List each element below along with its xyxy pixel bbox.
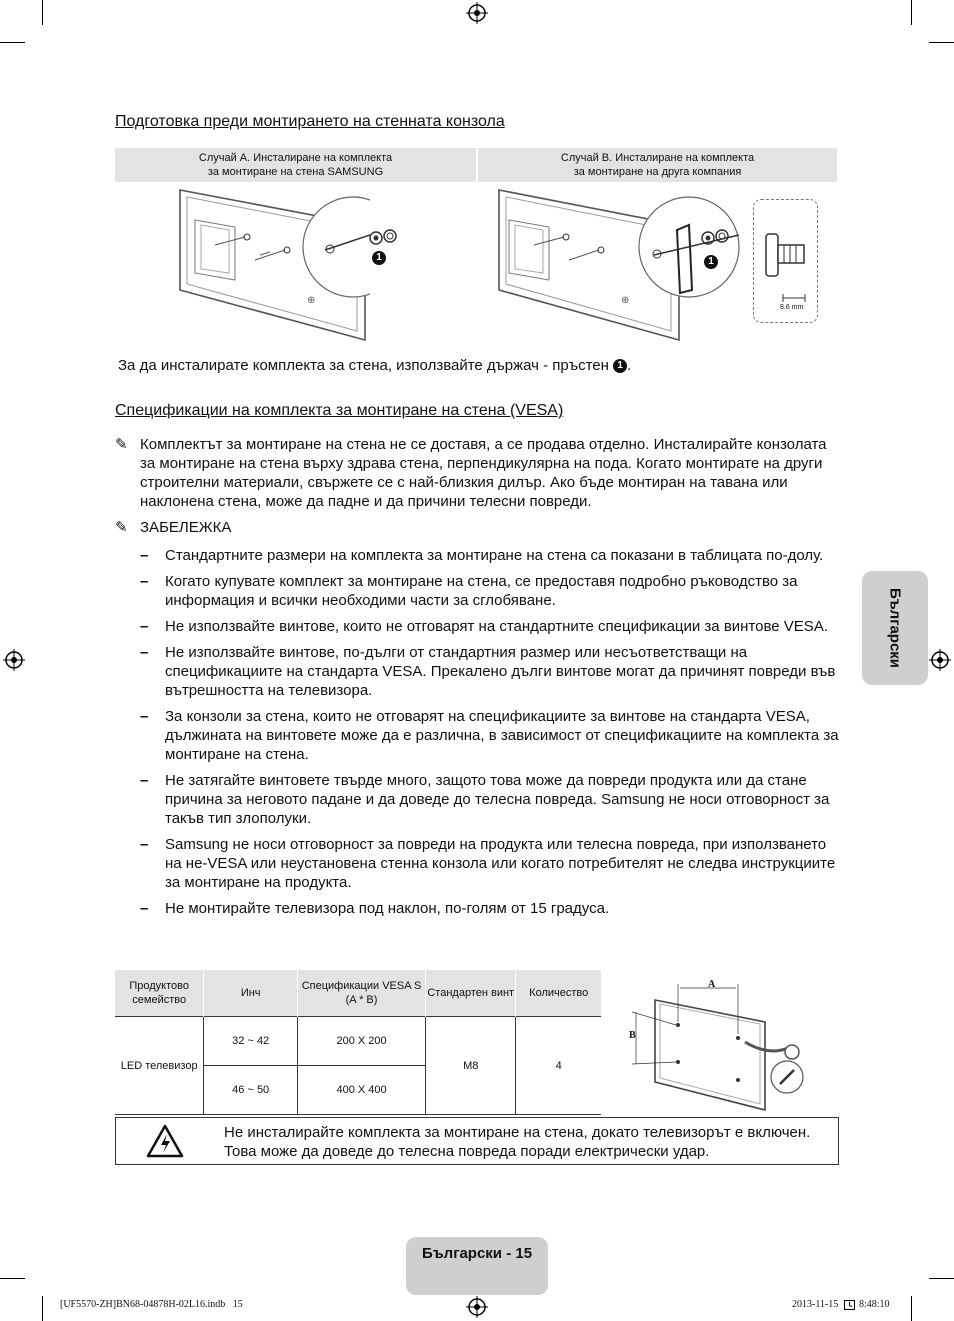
table-header: Количество xyxy=(516,970,601,1017)
crop-mark xyxy=(911,0,912,25)
diagram-label-a: A xyxy=(708,979,716,990)
case-b-header xyxy=(478,148,837,182)
vesa-intro-text: Комплектът за монтиране на стена не се доставя, а се продава отделно. Инсталирайте конзолата за монтиране на стена върху здрава стена, перпендикулярна на пода. Когато монтирате на други строителни материали, свържете се с най-близкия дилър. Ако бъде монтиран на тавана или наклонена стена, може да падне и да причини телесни повреди. xyxy=(140,436,827,510)
marker-1-caption: 1 xyxy=(613,359,627,373)
table-cell-spec: 400 X 400 xyxy=(298,1066,426,1115)
section-title-vesa: Спецификации на комплекта за монтиране на стена (VESA) xyxy=(115,402,564,419)
screw-icon xyxy=(762,230,810,280)
language-side-tab-label: Български xyxy=(886,587,904,669)
svg-text:⊕: ⊕ xyxy=(307,295,316,306)
crop-mark xyxy=(911,1296,912,1321)
case-a-illustration xyxy=(175,185,370,345)
vesa-mount-diagram xyxy=(620,972,820,1112)
vesa-spec-table xyxy=(115,970,601,1115)
section-title-preparation: Подготовка преди монтирането на стенната конзола xyxy=(115,113,505,130)
warning-icon xyxy=(146,1124,184,1158)
table-cell-inch: 46 ~ 50 xyxy=(204,1066,298,1115)
table-header: Стандартен винт xyxy=(426,970,516,1017)
caption-end: . xyxy=(627,357,632,374)
table-cell-spec: 200 X 200 xyxy=(298,1017,426,1066)
note-pencil-icon: ✎ xyxy=(115,519,128,536)
crop-mark xyxy=(0,1278,25,1279)
list-item: – Стандартните размери на комплекта за монтиране на стена са показани в таблицата по-долу. xyxy=(140,546,840,565)
ring-caption-text: За да инсталирате комплекта за стена, използвайте държач - пръстен xyxy=(118,357,609,374)
table-row xyxy=(115,1017,601,1066)
case-b-line2: за монтиране на друга компания xyxy=(573,166,742,178)
print-time: 8:48:10 xyxy=(859,1299,890,1310)
table-cell-family: LED телевизор xyxy=(115,1017,204,1115)
list-item: – Не монтирайте телевизора под наклон, по-голям от 15 градуса. xyxy=(140,899,840,918)
ring-holder-icon xyxy=(698,226,734,250)
svg-text:⊕: ⊕ xyxy=(621,295,630,306)
measure-arrow-icon xyxy=(782,294,806,302)
list-item: – Не затягайте винтовете твърде много, защото това може да повреди продукта или да стане причина за неговото падане и да доведе до телесна повреда. Samsung не носи отговорност за такъв тип злополуки. xyxy=(140,771,840,828)
screw-detail-box xyxy=(753,199,818,323)
ring-caption xyxy=(118,356,631,375)
case-b-line1: Случай В. Инсталиране на комплекта xyxy=(560,152,755,164)
page-number: Български - 15 xyxy=(421,1245,533,1262)
note-label: ЗАБЕЛЕЖКА xyxy=(140,519,232,536)
table-header: Спецификации VESA S (A * B) xyxy=(298,970,426,1017)
case-a-header xyxy=(115,148,476,182)
warning-line2: Това може да доведе до телесна повреда поради електрически удар. xyxy=(224,1143,710,1160)
crop-mark xyxy=(42,1296,43,1321)
marker-1-case-a: 1 xyxy=(372,251,386,265)
registration-mark-icon xyxy=(3,649,25,671)
case-a-line1: Случай А. Инсталиране на комплекта xyxy=(198,152,393,164)
list-item: – Когато купувате комплект за монтиране на стена, се предоставя подробно ръководство за информация и всички необходими части за сглобяване. xyxy=(140,572,840,610)
note-list xyxy=(140,546,840,925)
diagram-label-b: B xyxy=(629,1030,636,1041)
crop-mark xyxy=(0,42,25,43)
case-a-line2: за монтиране на стена SAMSUNG xyxy=(207,166,384,178)
table-cell-inch: 32 ~ 42 xyxy=(204,1017,298,1066)
page-number-tab xyxy=(406,1237,548,1295)
marker-1-case-b: 1 xyxy=(704,255,718,269)
print-date: 2013-11-15 xyxy=(792,1299,839,1310)
list-item: – Не използвайте винтове, по-дълги от стандартния размер или несъответстващи на спецификациите на стандарта VESA. Прекалено дълги винтове могат да причинят повреди във вътрешността на телевизора. xyxy=(140,643,840,700)
list-item: – За конзоли за стена, които не отговарят на спецификациите за винтове на стандарта VESA, дължината на винтовете може да е различна, в зависимост от спецификациите на комплекта за монтиране на стена. xyxy=(140,707,840,764)
note-pencil-icon: ✎ xyxy=(115,436,128,453)
warning-box xyxy=(115,1117,839,1165)
list-item: – Не използвайте винтове, които не отговарят на стандартните спецификации за винтове VESA. xyxy=(140,617,840,636)
warning-text xyxy=(224,1123,810,1161)
registration-mark-icon xyxy=(466,2,488,24)
ring-holder-icon xyxy=(366,226,402,250)
registration-mark-icon xyxy=(466,1296,488,1318)
table-cell-qty: 4 xyxy=(516,1017,601,1115)
crop-mark xyxy=(42,0,43,25)
print-file-info: [UF5570-ZH]BN68-04878H-02L16.indb 15 xyxy=(60,1299,243,1310)
table-header: Инч xyxy=(204,970,298,1017)
language-side-tab xyxy=(862,571,928,685)
list-item: – Samsung не носи отговорност за повреди на продукта или телесна повреда, при използването на не-VESA или неустановена стенна конзола или когато потребителят не следва инструкциите за монтиране на продукта. xyxy=(140,835,840,892)
clock-icon xyxy=(844,1300,855,1310)
crop-mark xyxy=(929,1278,954,1279)
registration-mark-icon xyxy=(929,649,951,671)
warning-line1: Не инсталирайте комплекта за монтиране на стена, докато телевизорът е включен. xyxy=(224,1124,811,1141)
table-header: Продуктово семейство xyxy=(115,970,204,1017)
crop-mark xyxy=(929,42,954,43)
measure-label: 8.6 mm xyxy=(780,304,804,311)
table-cell-screw: M8 xyxy=(426,1017,516,1115)
